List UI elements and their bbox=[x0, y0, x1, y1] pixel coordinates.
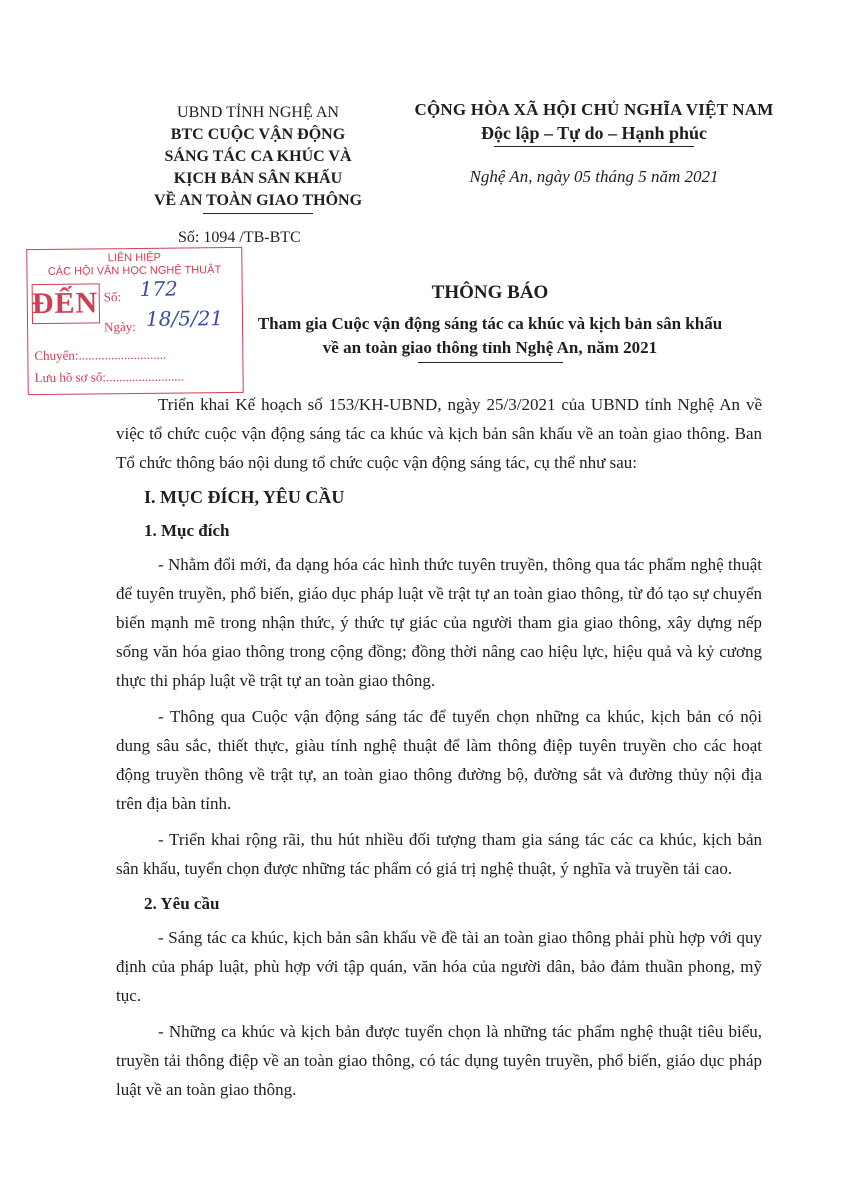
stamp-luu-text: Lưu hồ sơ số: bbox=[34, 369, 107, 386]
motto-underline bbox=[494, 146, 694, 147]
nation-name: CỘNG HÒA XÃ HỘI CHỦ NGHĨA VIỆT NAM bbox=[414, 100, 774, 119]
purpose-paragraph-2: - Thông qua Cuộc vận động sáng tác để tuyển chọn những ca khúc, kịch bản có nội dung sâu sắc, thiết thực, giàu tính nghệ thuật để làm thông điệp tuyên truyền cho các hoạt động truyền thông về trật tự, an toàn giao thông đường bộ, đường sắt và đường thủy nội địa trên địa bàn tỉnh. bbox=[116, 707, 762, 813]
stamp-org-line-1: LIÊN HIỆP bbox=[107, 251, 161, 265]
stamp-ngay-label: Ngày: bbox=[103, 318, 136, 335]
notice-title-block bbox=[140, 280, 840, 363]
requirement-paragraph-1: - Sáng tác ca khúc, kịch bản sân khấu về đề tài an toàn giao thông phải phù hợp với quy định của pháp luật, phù hợp với tập quán, văn hóa của người dân, bảo đảm thuần phong, mỹ tục. bbox=[116, 928, 762, 1005]
stamp-so-label: Số: bbox=[103, 289, 122, 305]
notice-body bbox=[116, 390, 762, 1111]
notice-subtitle-2: về an toàn giao thông tỉnh Nghệ An, năm 2021 bbox=[322, 338, 658, 357]
stamp-org bbox=[27, 251, 241, 279]
subsection-heading-purpose: 1. Mục đích bbox=[144, 521, 230, 540]
section-heading-1: I. MỤC ĐÍCH, YÊU CẦU bbox=[144, 487, 345, 507]
national-header bbox=[400, 99, 788, 187]
agency-underline bbox=[203, 213, 313, 214]
national-motto: Độc lập – Tự do – Hạnh phúc bbox=[480, 123, 708, 143]
subsection-heading-requirements: 2. Yêu cầu bbox=[144, 894, 220, 913]
stamp-org-line-2: CÁC HỘI VĂN HỌC NGHỆ THUẬT bbox=[47, 264, 222, 278]
agency-line-1: UBND TỈNH NGHỆ AN bbox=[177, 104, 339, 121]
stamp-den-word: ĐẾN bbox=[31, 286, 99, 321]
stamp-luu-label: Lưu hồ sơ số:........................ bbox=[34, 368, 185, 386]
stamp-chuyen-text: Chuyển: bbox=[34, 347, 79, 364]
notice-subtitle-1: Tham gia Cuộc vận động sáng tác ca khúc và kịch bản sân khấu bbox=[257, 314, 723, 333]
issuing-agency bbox=[128, 102, 388, 214]
requirement-paragraph-2: - Những ca khúc và kịch bản được tuyển chọn là những tác phẩm nghệ thuật tiêu biểu, truyền tải thông điệp về an toàn giao thông, có tác dụng tuyên truyền, phổ biến, giáo dục pháp luật về an toàn giao thông. bbox=[116, 1022, 762, 1099]
intro-paragraph: Triển khai Kế hoạch số 153/KH-UBND, ngày 25/3/2021 của UBND tỉnh Nghệ An về việc tổ chức cuộc vận động sáng tác ca khúc và kịch bản sân khấu về an toàn giao thông. Ban Tổ chức thông báo nội dung tổ chức cuộc vận động sáng tác, cụ thể như sau: bbox=[116, 395, 762, 472]
stamp-chuyen-label: Chuyển:........................... bbox=[34, 346, 167, 364]
stamp-so-value: 172 bbox=[139, 276, 178, 301]
agency-line-5: VỀ AN TOÀN GIAO THÔNG bbox=[153, 192, 363, 209]
issue-date: Nghệ An, ngày 05 tháng 5 năm 2021 bbox=[469, 167, 719, 186]
purpose-paragraph-3: - Triển khai rộng rãi, thu hút nhiều đối tượng tham gia sáng tác các ca khúc, kịch bản sân khấu, tuyển chọn được những tác phẩm có giá trị nghệ thuật, ý nghĩa và truyền tải cao. bbox=[116, 830, 762, 878]
agency-line-3: SÁNG TÁC CA KHÚC VÀ bbox=[164, 148, 352, 165]
stamp-ngay-value: 18/5/21 bbox=[145, 306, 224, 331]
purpose-paragraph-1: - Nhằm đổi mới, đa dạng hóa các hình thức tuyên truyền, thông qua tác phẩm nghệ thuật để tuyên truyền, phổ biến, giáo dục pháp luật về trật tự an toàn giao thông, từ đó tạo sự chuyển biến mạnh mẽ trong nhận thức, ý thức tự giác của người tham gia giao thông, xây dựng nếp sống văn hóa giao thông trong cộng đồng; đồng thời nâng cao hiệu lực, hiệu quả và kỷ cương thực thi pháp luật về trật tự an toàn giao thông. bbox=[116, 555, 762, 690]
agency-line-4: KỊCH BẢN SÂN KHẤU bbox=[173, 170, 343, 187]
title-underline bbox=[418, 362, 563, 363]
notice-title: THÔNG BÁO bbox=[431, 282, 549, 303]
document-number: Số: 1094 /TB-BTC bbox=[178, 229, 301, 246]
agency-line-2: BTC CUỘC VẬN ĐỘNG bbox=[170, 126, 346, 143]
